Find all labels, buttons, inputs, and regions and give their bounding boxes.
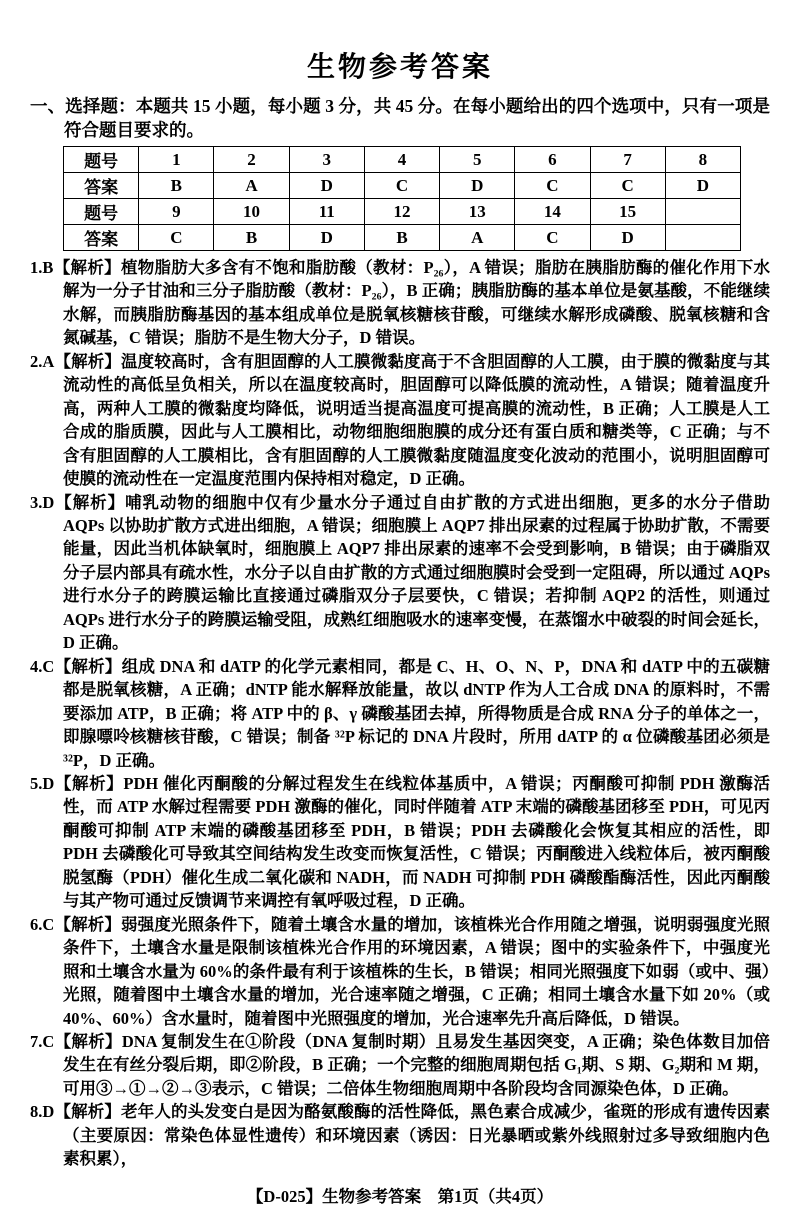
answer-table-row	[64, 225, 741, 251]
section-heading	[30, 95, 770, 142]
answer-cell: 3	[289, 147, 364, 173]
answer-cell: 11	[289, 199, 364, 225]
explanation-item	[30, 655, 770, 772]
analysis-label: 【解析】	[54, 492, 126, 512]
item-text: 温度较高时，含有胆固醇的人工膜微黏度高于不含胆固醇的人工膜，由于膜的微黏度与其流动性的高低呈负相关，所以在温度较高时，胆固醇可以降低膜的流动性，A 错误；随着温度升高，两种人工膜的微黏度均降低，说明适当提高温度可提高膜的流动性，B 正确；人工膜是人工合成的脂质膜，因此与人工膜相比，动物细胞细胞膜的成分还有蛋白质和糖类等，C 正确；与不含有胆固醇的人工膜相比，含有胆固醇的人工膜微黏度随温度变化波动的范围小，说明胆固醇可使膜的流动性在一定温度范围内保持相对稳定，D 正确。	[63, 351, 771, 489]
item-number: 5.D	[30, 773, 55, 793]
answer-cell: 8	[665, 147, 740, 173]
row-label-cell: 答案	[64, 173, 139, 199]
answer-cell: D	[440, 173, 515, 199]
item-text: 哺乳动物的细胞中仅有少量水分子通过自由扩散的方式进出细胞，更多的水分子借助 AQPs 以协助扩散方式进出细胞，A 错误；细胞膜上 AQP7 排出尿素的过程属于协助扩散，不需要能量，因此当机体缺氧时，细胞膜上 AQP7 排出尿素的速率不会受到影响，B 错误；由于磷脂双分子层内部具有疏水性，水分子以自由扩散的方式通过细胞膜时会受到一定阻碍，所以通过 AQPs 进行水分子的跨膜运输比直接通过磷脂双分子层要快，C 错误；若抑制 AQP2 的活性，则通过 AQPs 进行水分子的跨膜运输受阻，成熟红细胞吸水的速率变慢，在蒸馏水中破裂的时间会延长，D 正确。	[63, 492, 771, 653]
explanation-item	[30, 491, 770, 655]
item-number: 8.D	[30, 1102, 55, 1122]
explanation-item	[30, 350, 770, 491]
answer-table	[63, 146, 741, 251]
item-number: 4.C	[30, 656, 55, 676]
item-text: PDH 催化丙酮酸的分解过程发生在线粒体基质中，A 错误；丙酮酸可抑制 PDH 激酶活性，而 ATP 水解过程需要 PDH 激酶的催化，同时伴随着 ATP 末端的磷酸基团移至 PDH，可见丙酮酸可抑制 ATP 末端的磷酸基团移至 PDH，B 错误；PDH 去磷酸化会恢复其相应的活性，即 PDH 去磷酸化可导致其空间结构发生改变而恢复活性，C 错误；丙酮酸进入线粒体后，被丙酮酸脱氢酶（PDH）催化生成二氧化碳和 NADH，而 NADH 可抑制 PDH 磷酸酯酶活性，因此丙酮酸与其产物可通过反馈调节来调控有氧呼吸过程，D 正确。	[63, 773, 771, 911]
answer-cell: 4	[364, 147, 439, 173]
item-number: 2.A	[30, 351, 55, 371]
item-number: 3.D	[30, 492, 55, 512]
item-text: 植物脂肪大多含有不饱和脂肪酸（教材：P₂₆），A 错误；脂肪在胰脂肪酶的催化作用下水解为一分子甘油和三分子脂肪酸（教材：P₂₆），B 正确；胰脂肪酶的基本单位是氨基酸，不能继续水解，而胰脂肪酶基因的基本组成单位是脱氧核糖核苷酸，可继续水解形成磷酸、脱氧核糖和含氮碱基，C 错误；脂肪不是生物大分子，D 错误。	[63, 258, 770, 348]
answer-cell: 12	[364, 199, 439, 225]
answer-cell: 1	[139, 147, 214, 173]
answer-table-row	[64, 147, 741, 173]
answer-cell: A	[214, 173, 289, 199]
answer-cell: 13	[440, 199, 515, 225]
answer-cell: 5	[440, 147, 515, 173]
explanation-list	[30, 256, 770, 1171]
answer-cell: 14	[515, 199, 590, 225]
analysis-label: 【解析】	[54, 1102, 122, 1122]
answer-cell: D	[289, 225, 364, 251]
answer-table-body	[64, 147, 741, 251]
row-label-cell: 题号	[64, 147, 139, 173]
item-text: DNA 复制发生在①阶段（DNA 复制时期）且易发生基因突变，A 正确；染色体数目加倍发生在有丝分裂后期，即②阶段，B 正确；一个完整的细胞周期包括 G₁期、S 期、G₂期和 M 期，可用③→①→②→③表示，C 错误；二倍体生物细胞周期中各阶段均含同源染色体，D 正确。	[63, 1031, 771, 1098]
answer-cell: 7	[590, 147, 665, 173]
section-number: 一、	[30, 96, 66, 116]
answer-cell: A	[440, 225, 515, 251]
analysis-label: 【解析】	[53, 258, 121, 277]
answer-cell: B	[214, 225, 289, 251]
answer-cell	[665, 225, 740, 251]
item-text: 老年人的头发变白是因为酪氨酸酶的活性降低，黑色素合成减少，雀斑的形成有遗传因素（主要原因：常染色体显性遗传）和环境因素（诱因：日光暴晒或紫外线照射过多导致细胞内色素积累），	[63, 1102, 771, 1169]
analysis-label: 【解析】	[54, 1031, 122, 1051]
answer-table-row	[64, 199, 741, 225]
answer-table-row	[64, 173, 741, 199]
answer-cell: 10	[214, 199, 289, 225]
answer-cell: 6	[515, 147, 590, 173]
explanation-item	[30, 1100, 770, 1170]
item-number: 6.C	[30, 914, 55, 934]
answer-cell: C	[590, 173, 665, 199]
answer-cell: B	[364, 225, 439, 251]
answer-cell: B	[139, 173, 214, 199]
answer-cell: D	[289, 173, 364, 199]
answer-cell: C	[515, 173, 590, 199]
explanation-item	[30, 256, 770, 350]
item-text: 弱强度光照条件下，随着土壤含水量的增加，该植株光合作用随之增强，说明弱强度光照条件下，土壤含水量是限制该植株光合作用的环境因素，A 错误；图中的实验条件下，中强度光照和土壤含水量为 60%的条件最有利于该植株的生长，B 错误；相同光照强度下如弱（或中、强）光照，随着图中土壤含水量的增加，光合速率随之增强，C 正确；相同土壤含水量下如 20%（或 40%、60%）含水量时，随着图中光照强度的增加，光合速率先升高后降低，D 错误。	[63, 914, 771, 1028]
explanation-item	[30, 913, 770, 1030]
section-heading-text: 选择题：本题共 15 小题，每小题 3 分，共 45 分。在每小题给出的四个选项中，只有一项是符合题目要求的。	[64, 96, 770, 140]
answer-cell: C	[364, 173, 439, 199]
page-footer	[30, 1186, 770, 1208]
analysis-label: 【解析】	[54, 773, 124, 793]
analysis-label: 【解析】	[54, 351, 122, 371]
footer-text: 【D-025】生物参考答案 第1页（共4页）	[246, 1186, 554, 1206]
answer-cell: 9	[139, 199, 214, 225]
explanation-item	[30, 772, 770, 913]
item-number: 7.C	[30, 1031, 55, 1051]
answer-cell: 2	[214, 147, 289, 173]
answer-cell: C	[515, 225, 590, 251]
answer-cell	[665, 199, 740, 225]
item-text: 组成 DNA 和 dATP 的化学元素相同，都是 C、H、O、N、P，DNA 和 dATP 中的五碳糖都是脱氧核糖，A 正确；dNTP 能水解释放能量，故以 dNTP 作为人工合成 DNA 的原料时，不需要添加 ATP，B 正确；将 ATP 中的 β、γ 磷酸基团去掉，所得物质是合成 RNA 分子的单体之一，即腺嘌呤核糖核苷酸，C 错误；制备 ³²P 标记的 DNA 片段时，所用 dATP 的 α 位磷酸基团必须是 ³²P，D 正确。	[63, 656, 770, 770]
analysis-label: 【解析】	[54, 914, 122, 934]
analysis-label: 【解析】	[54, 656, 122, 676]
explanation-item	[30, 1030, 770, 1100]
row-label-cell: 答案	[64, 225, 139, 251]
answer-cell: C	[139, 225, 214, 251]
answer-cell: D	[590, 225, 665, 251]
row-label-cell: 题号	[64, 199, 139, 225]
item-number: 1.B	[30, 258, 54, 277]
answer-cell: D	[665, 173, 740, 199]
page-title: 生物参考答案	[306, 52, 493, 83]
answer-cell: 15	[590, 199, 665, 225]
